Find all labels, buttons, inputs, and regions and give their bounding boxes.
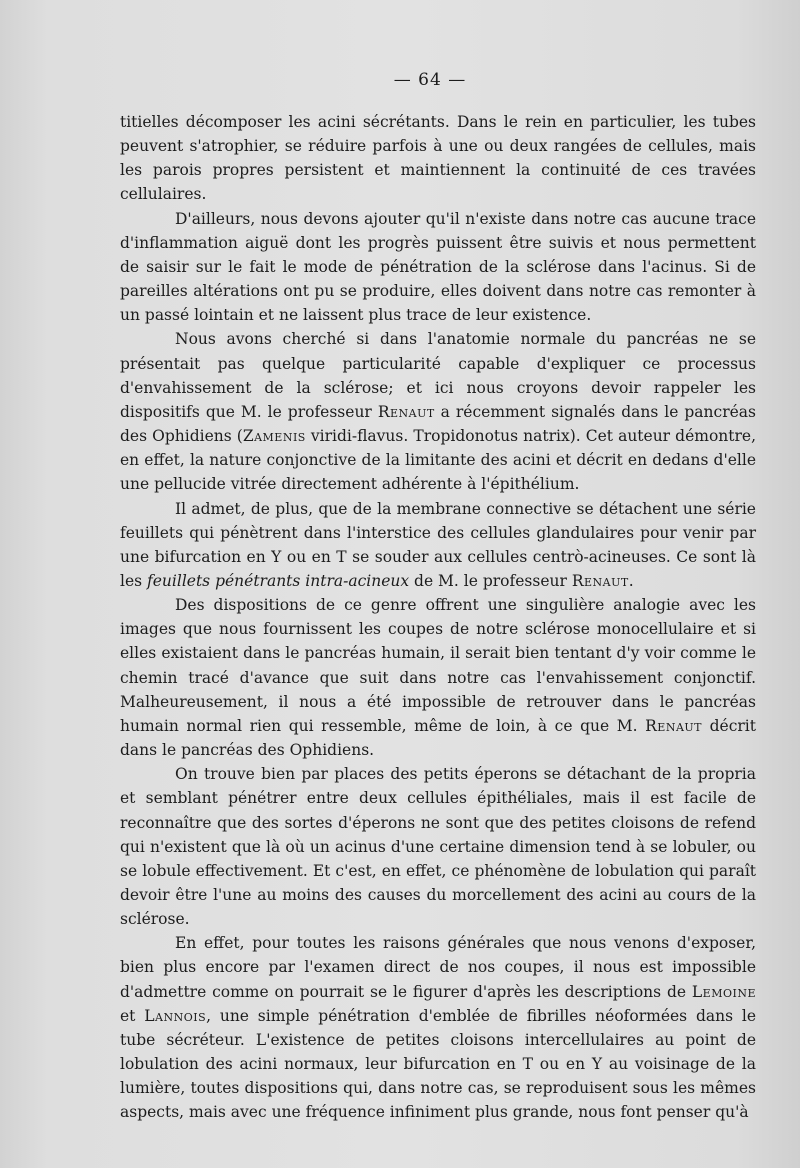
paragraph-4-text-c: . (628, 571, 634, 590)
paragraph-4-text-b: de M. le professeur (409, 571, 572, 590)
paragraph-7-conjunction: et (120, 1006, 145, 1025)
paragraph-7 (120, 931, 756, 1124)
paragraph-1: titielles décomposer les acini sécrétants. Dans le rein en particulier, les tubes peuvent s'atrophier, se réduire parfois à une ou deux rangées de cellules, mais les parois propres persistent et maintiennent la continuité de ces travées cellulaires. (120, 113, 756, 204)
paragraph-7-text-a: En effet, pour toutes les raisons générales que nous venons d'exposer, bien plus encore par l'examen direct de nos coupes, il nous est impossible d'admettre comme on pourrait se le figurer d'après les descriptions de (120, 934, 756, 1001)
paragraph-4 (120, 497, 756, 594)
paragraph-2: D'ailleurs, nous devons ajouter qu'il n'existe dans notre cas aucune trace d'inflammation aiguë dont les progrès puissent être suivis et nous permettent de saisir sur le fait le mode de pénétration de la sclérose dans l'acinus. Si de pareilles altérations ont pu se produire, elles doivent dans notre cas remonter à un passé lointain et ne laissent plus trace de leur existence. (120, 209, 756, 325)
author-name-renaut: Renaut (645, 716, 703, 735)
paragraph-6: On trouve bien par places des petits éperons se détachant de la propria et semblant pénétrer entre deux cellules épithéliales, mais il est facile de reconnaître que des sortes d'éperons ne sont que des petites cloisons de refend qui n'existent que là où un acinus d'une certaine dimension tend à se lobuler, ou se lobule effectivement. Et c'est, en effet, ce phénomène de lobulation qui paraît devoir être l'une au moins des causes du morcellement des acini au cours de la sclérose. (120, 765, 756, 929)
author-name-renaut: Renaut (571, 571, 629, 590)
paragraph-3 (120, 327, 756, 496)
paragraph-3-text-a: Nous avons cherché si dans l'anatomie normale du pancréas ne se présentait pas quelque particularité capable d'expliquer ce processus d'envahissement de la sclérose; et ici nous croyons devoir rappeler les dispositifs que M. le professeur (120, 330, 756, 421)
paragraph-5-text-a: Des dispositions de ce genre offrent une singulière analogie avec les images que nous fournissent les coupes de notre sclérose monocellulaire et si elles existaient dans le pancréas humain, il serait bien tentant d'y voir comme le chemin tracé d'avance que suit dans notre cas l'envahissement conjonctif. Malheureusement, il nous a été impossible de retrouver dans le pancréas humain normal rien qui ressemble, même de loin, à ce que M. (120, 596, 756, 735)
author-name-lemoine: Lemoine (691, 982, 756, 1001)
paragraph-7-text-b: , une simple pénétration d'emblée de fibrilles néoformées dans le tube sécréteur. L'existence de petites cloisons intercellulaires au point de lobulation des acini normaux, leur bifurcation en T ou en Y au voisinage de la lumière, toutes dispositions qui, dans notre cas, se reproduisent sous les mêmes aspects, mais avec une fréquence infiniment plus grande, nous font penser qu'à (120, 1006, 756, 1122)
paragraph-5-text-b: décrit dans le pancréas des Ophidiens. (120, 716, 756, 760)
page-number: — 64 — (393, 70, 467, 90)
italic-term: feuillets pénétrants intra-acineux (147, 571, 410, 590)
paragraph-3-text-c: viridi-flavus. Tropidonotus natrix). Cet auteur démontre, en effet, la nature conjonctive de la limitante des acini et décrit en dedans d'elle une pellucide vitrée directement adhérente à l'épithélium. (120, 427, 757, 494)
body-text (120, 110, 756, 1125)
paragraph-5 (120, 593, 756, 762)
genus-name-zamenis: Zamenis (242, 427, 306, 446)
paragraph-3-text-b: a récemment signalés dans le pancréas des Ophidiens ( (120, 402, 756, 446)
author-name-renaut: Renaut (377, 402, 435, 421)
paragraph-4-text-a: Il admet, de plus, que de la membrane connective se détachent une série feuillets qui pénètrent dans l'interstice des cellules glandulaires pour venir par une bifurcation en Y ou en T se souder aux cellules centrò-acineuses. Ce sont là les (120, 499, 756, 590)
author-name-lannois: Lannois (144, 1006, 207, 1025)
